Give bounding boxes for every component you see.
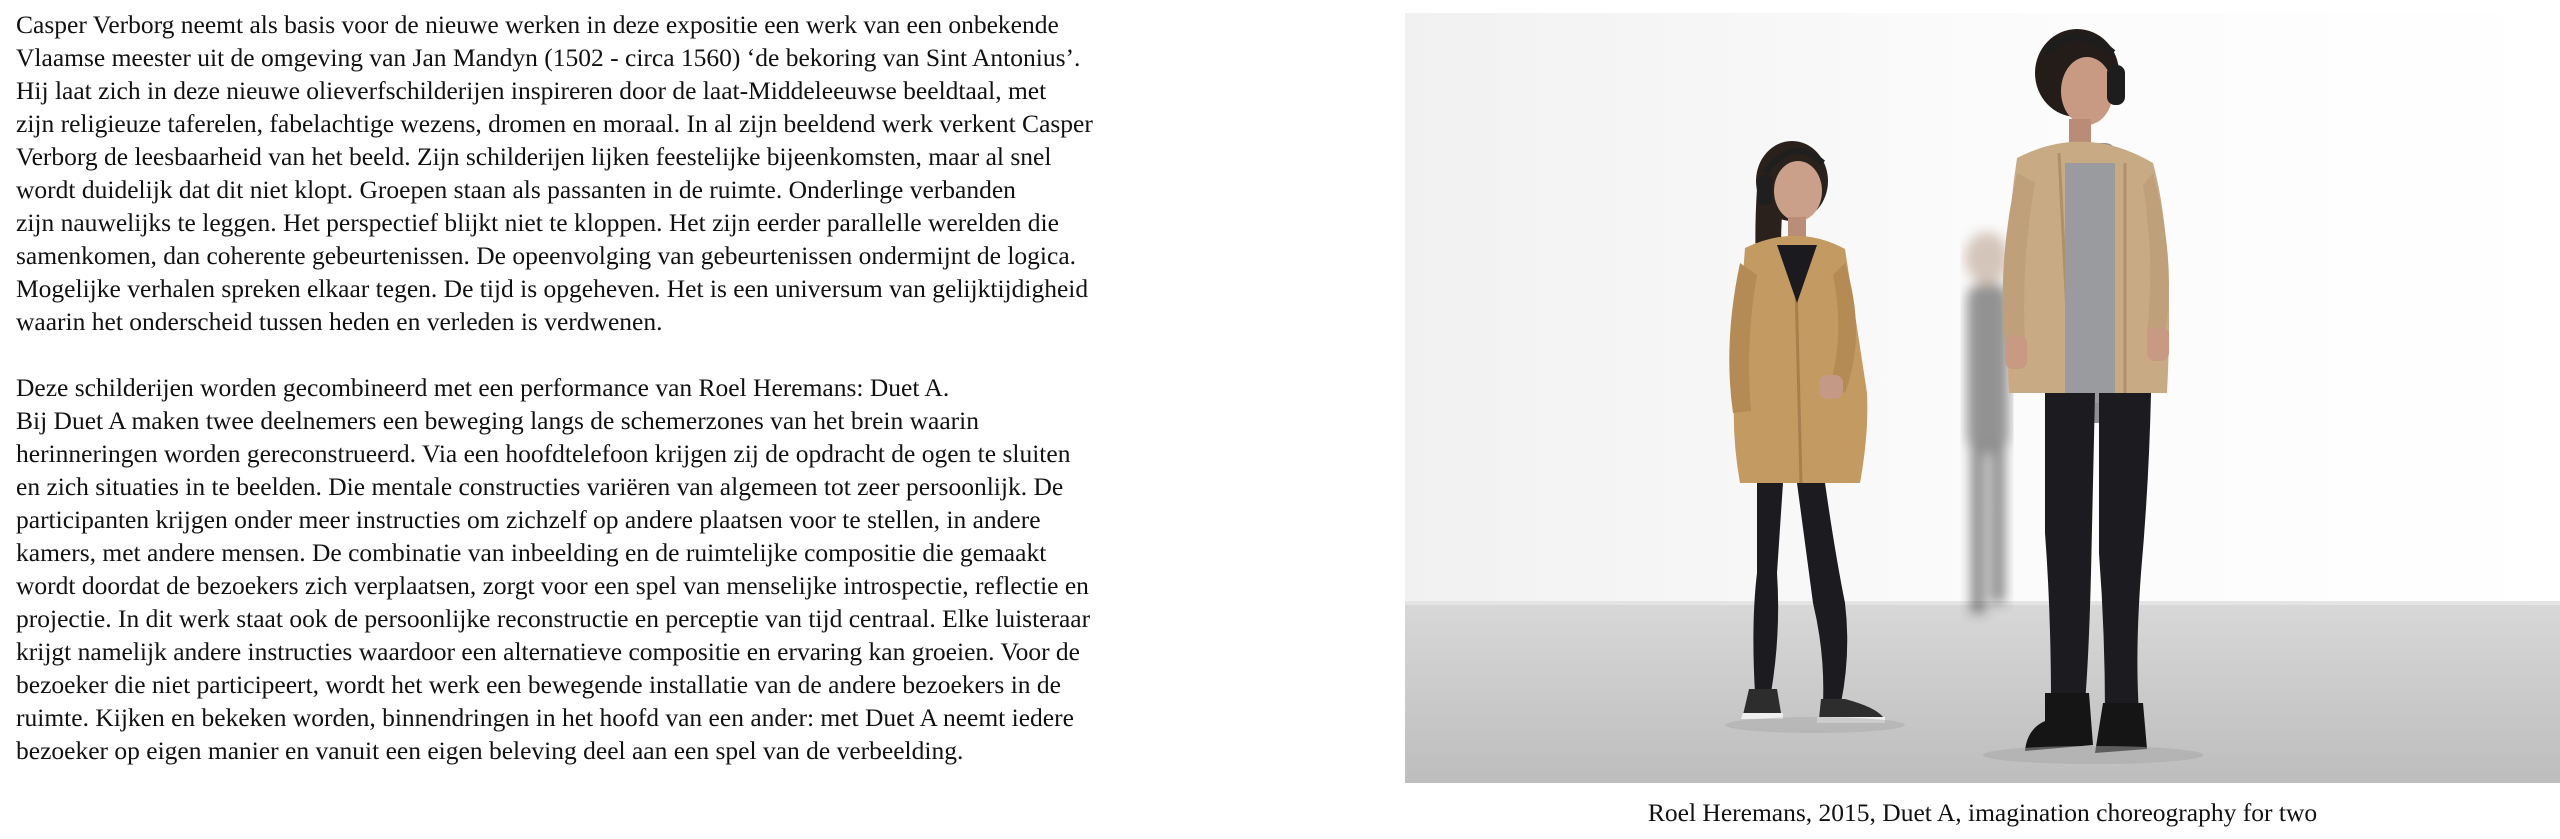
text-line: Vlaamse meester uit de omgeving van Jan Mandyn (1502 - circa 1560) ‘de bekoring van Sint Antonius’. (16, 43, 1081, 72)
text-line: Bij Duet A maken twee deelnemers een beweging langs de schemerzones van het brein waarin (16, 406, 979, 435)
photo-caption: Roel Heremans, 2015, Duet A, imagination choreography for two (1647, 798, 2318, 827)
text-line: herinneringen worden gereconstrueerd. Via een hoofdtelefoon krijgen zij de opdracht de ogen te sluiten (16, 439, 1071, 468)
text-line: projectie. In dit werk staat ook de persoonlijke reconstructie en perceptie van tijd centraal. Elke luisteraar (16, 604, 1091, 633)
text-line: krijgt namelijk andere instructies waardoor een alternatieve compositie en ervaring kan groeien. Voor de (16, 637, 1081, 666)
text-line: participanten krijgen onder meer instructies om zichzelf op andere plaatsen voor te stellen, in andere (16, 505, 1041, 534)
paragraph-spacer (16, 338, 1196, 371)
article-text (16, 8, 1196, 767)
text-line: Casper Verborg neemt als basis voor de nieuwe werken in deze expositie een werk van een onbekende (16, 10, 1059, 39)
text-line: samenkomen, dan coherente gebeurtenissen. De opeenvolging van gebeurtenissen ondermijnt de logica. (16, 241, 1077, 270)
text-line: Deze schilderijen worden gecombineerd met een performance van Roel Heremans: Duet A. (16, 373, 950, 402)
text-line: waarin het onderscheid tussen heden en verleden is verdwenen. (16, 307, 663, 336)
text-line: kamers, met andere mensen. De combinatie van inbeelding en de ruimtelijke compositie die gemaakt (16, 538, 1047, 567)
text-line: Hij laat zich in deze nieuwe olieverfschilderijen inspireren door de laat-Middeleeuwse beeldtaal, met (16, 76, 1047, 105)
text-line: wordt doordat de bezoekers zich verplaatsen, zorgt voor een spel van menselijke introspectie, reflectie en (16, 571, 1089, 600)
text-line: en zich situaties in te beelden. Die mentale constructies variëren van algemeen tot zeer persoonlijk. De (16, 472, 1064, 501)
photo-illustration (1405, 13, 2560, 783)
text-line: Mogelijke verhalen spreken elkaar tegen. De tijd is opgeheven. Het is een universum van gelijktijdigheid (16, 274, 1089, 303)
text-line: bezoeker die niet participeert, wordt het werk een bewegende installatie van de andere bezoekers in de (16, 670, 1062, 699)
paragraph-2 (16, 371, 1196, 767)
text-line: Verborg de leesbaarheid van het beeld. Zijn schilderijen lijken feestelijke bijeenkomsten, maar al snel (16, 142, 1052, 171)
gallery-floor (1405, 603, 2560, 783)
performance-photo (1405, 13, 2560, 783)
text-line: zijn nauwelijks te leggen. Het perspectief blijkt niet te kloppen. Het zijn eerder parallelle werelden die (16, 208, 1059, 237)
paragraph-1 (16, 8, 1196, 338)
text-line: ruimte. Kijken en bekeken worden, binnendringen in het hoofd van een ander: met Duet A neemt iedere (16, 703, 1074, 732)
text-line: zijn religieuze taferelen, fabelachtige wezens, dromen en moraal. In al zijn beeldend werk verkent Casper (16, 109, 1093, 138)
text-line: bezoeker op eigen manier en vanuit een eigen beleving deel aan een spel van de verbeelding. (16, 736, 964, 765)
text-line: wordt duidelijk dat dit niet klopt. Groepen staan als passanten in de ruimte. Onderlinge verbanden (16, 175, 1016, 204)
